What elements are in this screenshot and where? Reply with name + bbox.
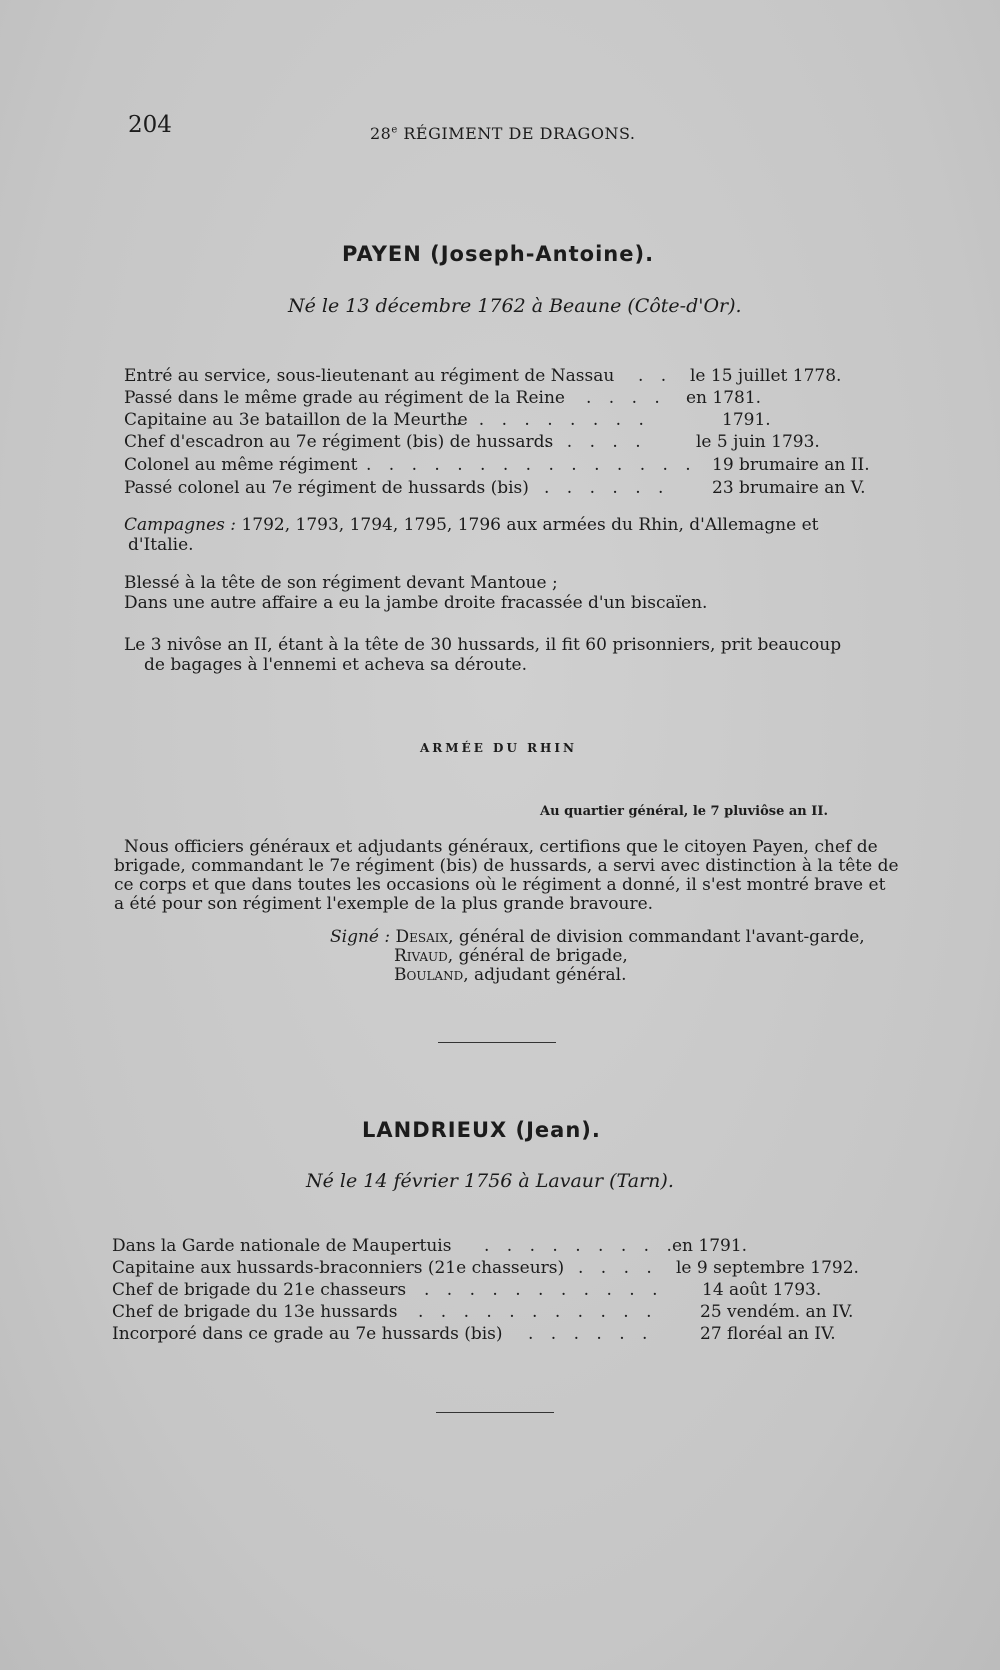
section-divider — [436, 1412, 554, 1413]
section-divider — [438, 1042, 556, 1043]
signatures-block: Signé : Desaix, général de division commandant l'avant-garde, Rivaud, général de brigade, Bouland, adjudant général. — [330, 927, 865, 985]
wounds-paragraph: Blessé à la tête de son régiment devant Mantoue ; Dans une autre affaire a eu la jambe droite fracassée d'un biscaïen. — [124, 573, 708, 613]
career-row: Capitaine aux hussards-braconniers (21e chasseurs) . . . . le 9 septembre 1792. — [112, 1258, 859, 1278]
entry-birth-payen: Né le 13 décembre 1762 à Beaune (Côte-d'Or). — [288, 295, 742, 317]
entry-name-payen: PAYEN (Joseph-Antoine). — [342, 242, 655, 266]
career-row: Chef d'escadron au 7e régiment (bis) de hussards . . . . . le 5 juin 1793. — [124, 432, 820, 452]
campaigns-paragraph: Campagnes : 1792, 1793, 1794, 1795, 1796 aux armées du Rhin, d'Allemagne et d'Italie. — [124, 515, 819, 555]
army-heading: ARMÉE DU RHIN — [420, 741, 577, 755]
feat-paragraph: Le 3 nivôse an II, étant à la tête de 30 hussards, il fit 60 prisonniers, prit beaucoup de bagages à l'ennemi et acheva sa déroute. — [124, 635, 842, 675]
career-row: Passé dans le même grade au régiment de la Reine . . . . en 1781. — [124, 388, 762, 408]
career-row: Passé colonel au 7e régiment de hussards (bis) . . . . . . 23 brumaire an V. — [124, 478, 866, 498]
career-row: Dans la Garde nationale de Maupertuis . . . . . . . . . en 1791. — [112, 1236, 748, 1256]
page-number: 204 — [128, 112, 172, 138]
career-row: Chef de brigade du 13e hussards . . . . . . . . . . . 25 vendém. an IV. — [112, 1302, 854, 1322]
career-row: Colonel au même régiment . . . . . . . . . . . . . . . 19 brumaire an II. — [124, 455, 870, 475]
headquarters-line: Au quartier général, le 7 pluviôse an II. — [540, 804, 828, 819]
career-row: Incorporé dans ce grade au 7e hussards (bis) . . . . . . 27 floréal an IV. — [112, 1324, 836, 1344]
entry-birth-landrieux: Né le 14 février 1756 à Lavaur (Tarn). — [306, 1170, 674, 1192]
certificate-paragraph: Nous officiers généraux et adjudants généraux, certifions que le citoyen Payen, chef de brigade, commandant le 7e régiment (bis) de hussards, a servi avec distinction à la tête de ce corps et que dans toutes les occasions où le régiment a donné, il s'est montré brave et a été pour son régiment l'exemple de la plus grande bravoure. — [114, 837, 899, 914]
career-row: Chef de brigade du 21e chasseurs . . . . . . . . . . . 14 août 1793. — [112, 1280, 822, 1300]
career-row: Entré au service, sous-lieutenant au régiment de Nassau . . le 15 juillet 1778. — [124, 366, 842, 386]
entry-name-landrieux: LANDRIEUX (Jean). — [362, 1118, 601, 1142]
running-title: 28e RÉGIMENT DE DRAGONS. — [370, 124, 636, 143]
career-row: Capitaine au 3e bataillon de la Meurthe . . . . . . . . . 1791. — [124, 410, 771, 430]
